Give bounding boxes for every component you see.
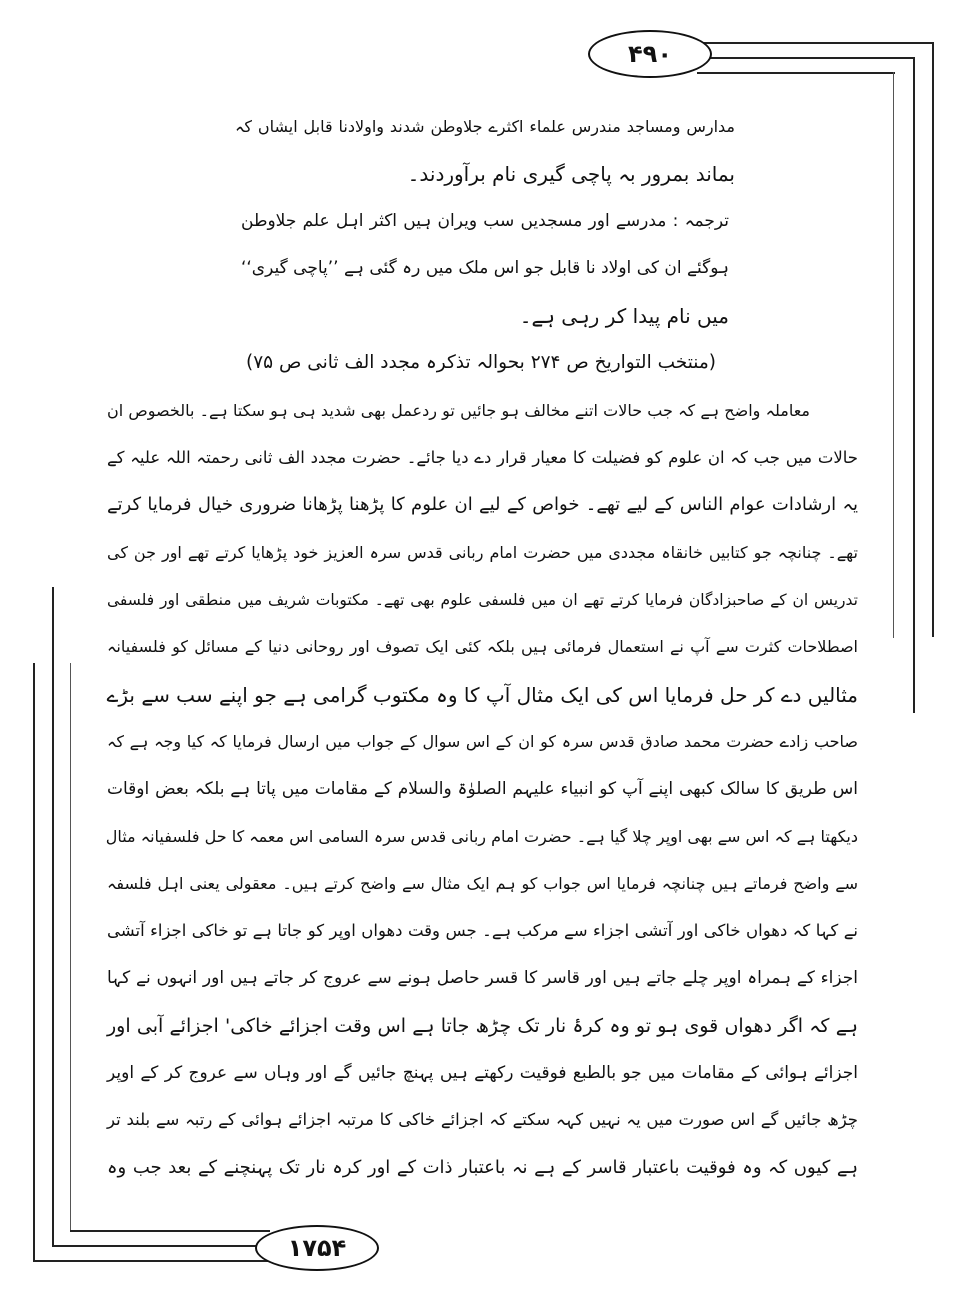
frame-line bbox=[932, 42, 934, 637]
body-line: حالات میں جب کہ ان علوم کو فضیلت کا معیار قرار دے دیا جائے۔ حضرت مجدد الف ثانی رحمتہ اللہ علیہ کے bbox=[107, 448, 858, 468]
body-line: چڑھ جائیں گے اس صورت میں یہ نہیں کہہ سکتے کہ اجزائے خاکی کا مرتبہ اجزائے ہوائی کے رتبہ سے بلند تر bbox=[107, 1110, 858, 1130]
body-line: معاملہ واضح ہے کہ جب حالات اتنے مخالف ہو جائیں تو ردعمل بھی شدید ہی ہو سکتا ہے۔ بالخصوص ان bbox=[107, 400, 810, 420]
frame-line bbox=[33, 663, 35, 1261]
frame-line bbox=[52, 1245, 262, 1247]
body-line: اجزاء کے ہمراہ اوپر چلے جاتے ہیں اور قاسر کا قسر حاصل ہونے سے عروج کر جاتے ہیں اور انہوں نے کہا bbox=[107, 968, 858, 989]
top-page-number bbox=[588, 30, 712, 78]
frame-line bbox=[913, 57, 915, 713]
body-line: اجزائے ہوائی کے مقامات میں جو بالطبع فوقیت رکھتے ہیں پہنچ جائیں گے اور وہاں سے عروج کر کے اوپر bbox=[107, 1063, 858, 1083]
frame-line bbox=[705, 57, 915, 59]
body-line: نے کہا کہ دھواں خاکی اور آتشی اجزاء سے مرکب ہے۔ جس وقت دھواں اوپر کو جاتا ہے تو خاکی اجزاء آتشی bbox=[107, 921, 858, 941]
body-line: تھے۔ چنانچہ جو کتابیں خانقاہ مجددی میں حضرت امام ربانی قدس سرہ العزیز خود پڑھایا کرتے تھے اور جن کی bbox=[107, 542, 859, 562]
body-line: اصطلاحات کثرت سے آپ نے استعمال فرمائی ہیں بلکہ کئی ایک تصوف اور روحانی دنیا کے مسائل کو فلسفیانہ bbox=[107, 637, 858, 657]
body-line: ہے کہ اگر دھواں قوی ہو تو وہ کرۂ نار تک چڑھ جاتا ہے اس وقت اجزائے خاکی' اجزائے آبی اور bbox=[107, 1014, 858, 1037]
frame-line bbox=[70, 663, 71, 1231]
frame-line bbox=[697, 42, 934, 44]
body-line: دیکھتا ہے کہ اس سے بھی اوپر چلا گیا ہے۔ حضرت امام ربانی قدس سرہ السامی اس معمہ کا حل فلسفیانہ مثال bbox=[105, 826, 858, 846]
body-line: سے واضح فرماتے ہیں چنانچہ فرمایا اس جواب کو ہم ایک مثال سے واضح کرتے ہیں۔ معقولی یعنی اہل فلسفہ bbox=[107, 873, 858, 893]
frame-line bbox=[70, 1230, 270, 1232]
translation-line: ترجمہ : مدرسے اور مسجدیں سب ویران ہیں اکثر اہل علم جلاوطن bbox=[241, 211, 729, 231]
frame-line bbox=[893, 72, 894, 638]
body-line: ہے کیوں کہ وہ فوقیت باعتبار قاسر کے ہے نہ باعتبار ذات کے اور کرہ نار تک پہنچنے کے بعد جب وہ bbox=[107, 1156, 858, 1178]
frame-line bbox=[52, 587, 54, 1247]
frame-line bbox=[697, 72, 895, 74]
reference-citation: (منتخب التواریخ ص ۲۷۴ بحوالہ تذکرہ مجدد الف ثانی ص ۷۵) bbox=[246, 352, 716, 373]
body-line: تدریس ان کے صاحبزادگان فرمایا کرتے تھے ان میں فلسفی علوم بھی تھے۔ مکتوبات شریف میں منطقی اور فلسفی bbox=[107, 591, 858, 609]
bottom-page-number bbox=[255, 1225, 379, 1271]
persian-quote-line: مدارس ومساجد مندرس علماء اکثرے جلاوطن شدند واولادنا قابل ایشاں کہ bbox=[235, 117, 735, 136]
translation-line: ہوگئے ان کی اولاد نا قابل جو اس ملک میں رہ گئی ہے ’’پاچی گیری‘‘ bbox=[241, 258, 729, 278]
body-line: صاحب زادے حضرت محمد صادق قدس سرہ کو ان کے اس سوال کے جواب میں ارسال فرمایا کہ کیا وجہ ہے کہ bbox=[107, 731, 858, 751]
persian-quote-line: بماند بمرور بہ پاچی گیری نام برآوردند۔ bbox=[407, 162, 735, 186]
frame-line bbox=[33, 1260, 273, 1262]
bottom-page-number-text: ۱۷۵۴ bbox=[287, 1234, 347, 1262]
body-line: مثالیں دے کر حل فرمایا اس کی ایک مثال آپ کا وہ مکتوب گرامی ہے جو اپنے سب سے بڑے bbox=[106, 682, 858, 707]
body-line: اس طریق کا سالک کبھی اپنے آپ کو انبیاء علیہم الصلوٰۃ والسلام کے مقامات میں پاتا ہے بلکہ بعض اوقات bbox=[107, 779, 858, 800]
translation-line: میں نام پیدا کر رہی ہے۔ bbox=[519, 304, 729, 328]
body-line: یہ ارشادات عوام الناس کے لیے تھے۔ خواص کے لیے ان علوم کا پڑھنا پڑھانا ضروری خیال فرمایا کرتے bbox=[107, 494, 858, 516]
top-page-number-text: ۴۹۰ bbox=[628, 40, 672, 68]
